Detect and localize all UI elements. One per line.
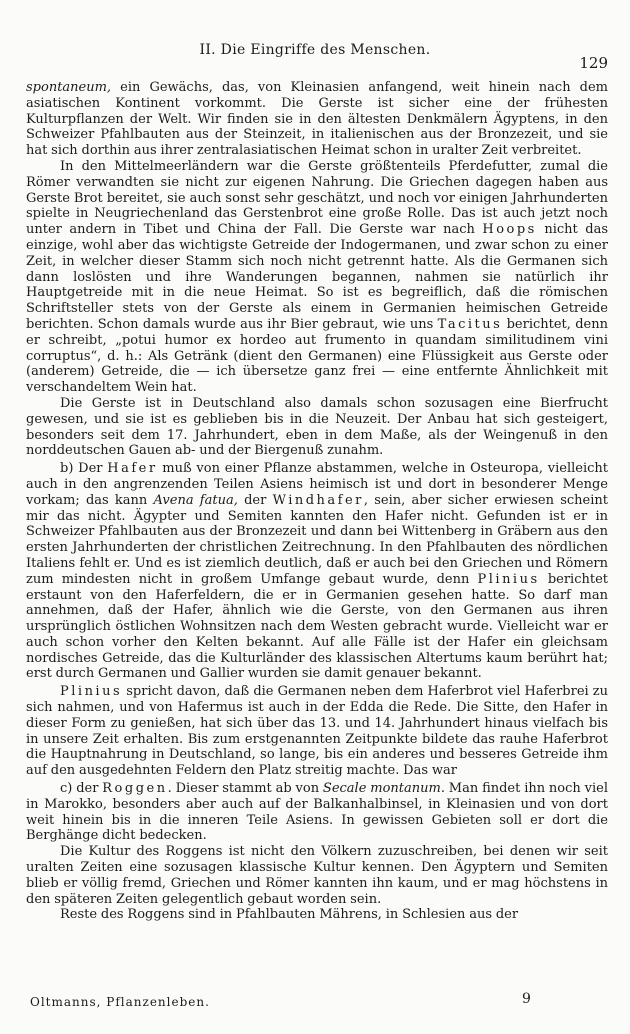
paragraph	[26, 781, 608, 844]
text-run: b) Der	[60, 461, 108, 477]
spaced-name: Hoops	[482, 222, 537, 238]
paragraph	[26, 80, 608, 159]
text-run: Reste des Roggens sind in Pfahlbauten Mährens, in Schlesien aus der	[60, 907, 519, 923]
text-run: Die Gerste ist in Deutschland also damals schon sozusagen eine Bierfrucht gewesen, und sie ist es geblieben bis in die Neuzeit. Der Anbau hat sich gesteigert, besonders seit dem 17. Jahrhundert, eben in dem Maße, als der Weingenuß in den norddeutschen Gauen ab- und der Biergenuß zunahm.	[26, 395, 608, 459]
italic-term: Secale montanum.	[322, 781, 445, 797]
paragraph	[26, 159, 608, 396]
paragraph	[26, 844, 608, 907]
footer-source: Oltmanns, Pflanzenleben.	[30, 995, 210, 1009]
text-run: ein Gewächs, das, von Kleinasien anfangend, weit hinein nach dem asiatischen Kontinent vorkommt. Die Gerste ist sicher eine der frühesten Kulturpflanzen der Welt. Wir finden sie in den ältesten Denkmälern Ägyptens, in den Schweizer Pfahlbauten aus der Steinzeit, in italienischen aus der Bronzezeit, und sie hat sich dorthin aus ihrer zentralasiatischen Heimat schon in uralter Zeit verbreitet.	[26, 80, 608, 159]
text-run: berichtet erstaunt von den Haferfeldern, die er in Germanien gesehen hatte. So darf man annehmen, daß der Hafer, ähnlich wie die Gerste, von den Germanen aus ihren ursprünglich östlichen Wohnsitzen nach dem Westen gebracht wurde. Vielleicht war er auch schon vorher den Kelten bekannt. Auf alle Fälle ist der Hafer ein gleichsam nordisches Getreide, das die Kulturländer des klassischen Altertums kaum berührt hat; erst durch Germanen und Gallier wurden sie damit genauer bekannt.	[26, 571, 608, 682]
sheet-signature: 9	[522, 991, 531, 1007]
text-run: nicht das einzige, wohl aber das wichtigste Getreide der Indogermanen, und zwar schon zu einer Zeit, in welcher dieser Stamm sich noch nicht getrennt hatte. Als die Germanen sich dann loslösten und ihre Wanderungen begannen, nahmen sie natürlich ihr Hauptgetreide mit in die neue Heimat. So ist es begreiflich, daß die römischen Schriftsteller stets von der Gerste als einem in Germanien heimischen Getreide berichten. Schon damals wurde aus ihr Bier gebraut, wie uns	[26, 222, 608, 332]
text-run: berichtet, denn er schreibt, „potui humor ex hordeo aut frumento in quandam similitudinem vini corruptus“, d. h.: Als Getränk (dient den Germanen) eine Flüssigkeit aus Gerste oder (anderem) Getreide, die — ich übersetze ganz frei — eine entfernte Ähnlichkeit mit verschandeltem Wein hat.	[26, 316, 608, 396]
text-run: muß von einer Pflanze abstammen, welche in Osteuropa, vielleicht auch in den angrenzenden Teilen Asiens heimisch ist und dort in besonderer Menge vorkam; das kann	[26, 461, 608, 508]
spaced-name: Roggen	[102, 781, 168, 797]
text-run: der	[237, 492, 273, 508]
text-run: Man findet ihn noch viel in Marokko, besonders aber auch auf der Balkanhalbinsel, in Kleinasien und von dort weit hinein bis in die inneren Teile Asiens. In gewissen Gebieten soll er dort die Berghänge dicht bedecken.	[26, 781, 608, 844]
text-run: Die Kultur des Roggens ist nicht den Völkern zuzuschreiben, bei denen wir seit uralten Zeiten eine sozusagen klassische Kultur kennen. Den Ägyptern und Semiten blieb er völlig fremd, Griechen und Römer kannten ihn kaum, und er mag höchstens in den späteren Zeiten gelegentlich gebaut worden sein.	[26, 844, 608, 907]
paragraph	[26, 461, 608, 682]
spaced-name: Hafer	[107, 461, 158, 477]
text-run: c) der	[60, 781, 103, 797]
chapter-title: II. Die Eingriffe des Menschen.	[199, 42, 431, 58]
text-run: . Dieser stammt ab von	[167, 781, 323, 797]
spaced-name: Plinius	[60, 684, 123, 700]
italic-term: spontaneum,	[26, 80, 112, 95]
page-number: 129	[579, 54, 608, 72]
body-text	[26, 80, 608, 923]
paragraph	[26, 396, 608, 459]
text-run: , sein, aber sicher erwiesen scheint mir das nicht. Ägypter und Semiten kannten den Hafer nicht. Gefunden ist er in Schweizer Pfahlbauten aus der Bronzezeit und dann bei Wittenberg in Gräbern aus den ersten Jahrhunderten der christlichen Zeitrechnung. In den Pfahlbauten des nördlichen Italiens fehlt er. Und es ist ziemlich deutlich, daß er auch bei den Griechen und Römern zum mindesten nicht in großem Umfange gebaut wurde, denn	[26, 492, 608, 587]
spaced-name: Plinius	[477, 571, 540, 587]
text-run: In den Mittelmeerländern war die Gerste größtenteils Pferdefutter, zumal die Römer verwandten sie nicht zur eigenen Nahrung. Die Griechen dagegen haben aus Gerste Brot bereitet, sie auch sonst sehr geschätzt, und noch vor einigen Jahrhunderten spielte in Neugriechenland das Gerstenbrot eine große Rolle. Das ist auch jetzt noch unter andern in Tibet und China der Fall. Die Gerste war nach	[26, 158, 608, 238]
paragraph	[26, 684, 608, 779]
spaced-name: Windhafer	[272, 492, 364, 508]
text-run: spricht davon, daß die Germanen neben dem Haferbrot viel Haferbrei zu sich nahmen, und von Hafermus ist auch in der Edda die Rede. Die Sitte, den Hafer in dieser Form zu genießen, hat sich über das 13. und 14. Jahrhundert hinaus vielfach bis in unsere Zeit erhalten. Bis zum erstgenannten Zeitpunkte bildete das rauhe Haferbrot die Hauptnahrung in Deutschland, so lange, bis ein anderes und besseres Getreide ihm auf den ausgedehnten Feldern den Platz streitig machte. Das war	[26, 684, 608, 779]
italic-term: Avena fatua,	[153, 492, 238, 508]
spaced-name: Tacitus	[437, 316, 503, 332]
paragraph	[26, 907, 608, 923]
